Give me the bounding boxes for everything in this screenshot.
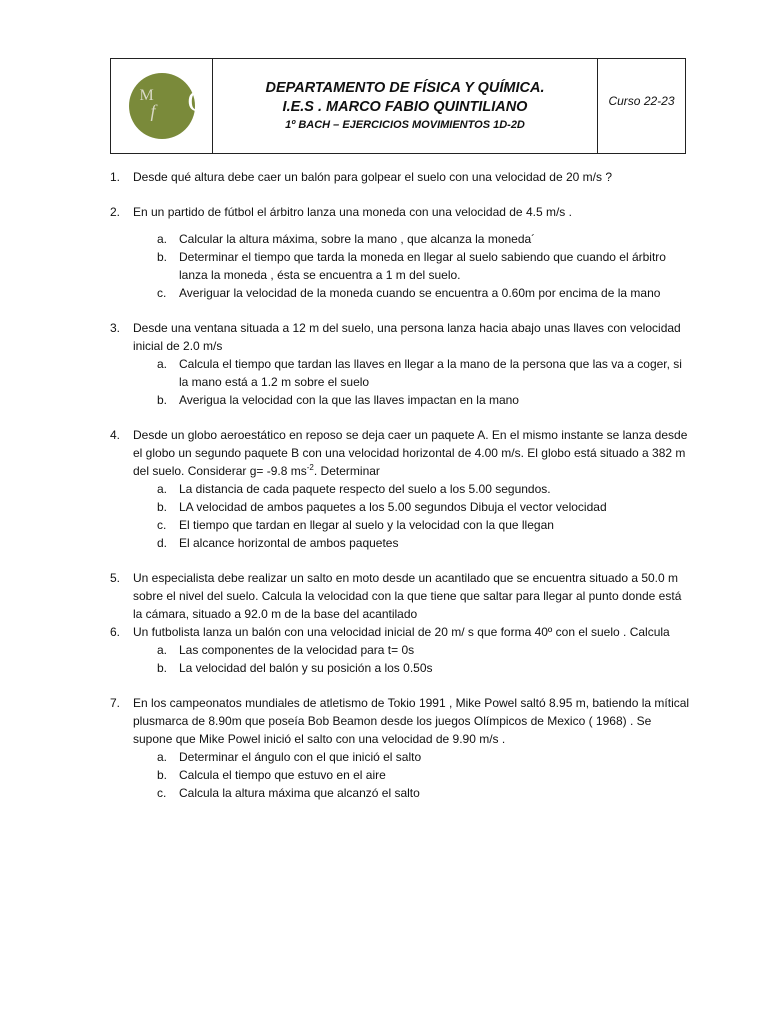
question-text: Desde qué altura debe caer un balón para golpear el suelo con una velocidad de 20 m/s ?	[133, 170, 612, 184]
logo-cell	[111, 59, 213, 153]
question-text: En un partido de fútbol el árbitro lanza una moneda con una velocidad de 4.5 m/s .	[133, 205, 572, 219]
department-title: DEPARTAMENTO DE FÍSICA Y QUÍMICA.	[265, 79, 545, 96]
sub-letter: a.	[157, 357, 168, 371]
sub-letter: b.	[157, 661, 168, 675]
sub-text: Calcula el tiempo que tardan las llaves en llegar a la mano de la persona que las va a coger, si la mano está a 1.2 m sobre el suelo	[179, 357, 682, 389]
sub-question	[110, 480, 690, 498]
sub-letter: b.	[157, 768, 168, 782]
question-7	[110, 694, 690, 748]
sub-text: Las componentes de la velocidad para t= 0s	[179, 643, 415, 657]
sub-letter: c.	[157, 518, 167, 532]
sub-question	[110, 248, 690, 284]
sub-letter: a.	[157, 750, 168, 764]
sub-question	[110, 641, 690, 659]
sub-question	[110, 391, 690, 409]
sub-letter: d.	[157, 536, 168, 550]
sub-question	[110, 748, 690, 766]
worksheet-title: 1º BACH – EJERCICIOS MOVIMIENTOS 1D-2D	[285, 118, 525, 131]
question-4-parts	[110, 480, 690, 552]
question-number: 6.	[110, 625, 121, 639]
question-text-end: . Determinar	[313, 464, 380, 478]
course-label: Curso 22-23	[608, 94, 675, 108]
question-3-parts	[110, 355, 690, 409]
question-text: En los campeonatos mundiales de atletismo de Tokio 1991 , Mike Powel saltó 8.95 m, batiendo la mítical plusmarca de 8.90m que poseía Bob Beamon desde los juegos Olímpicos de Mexico ( 1968) . Se supone que Mike Powel inició el salto con una velocidad de 9.90 m/s .	[133, 696, 690, 746]
question-6-parts	[110, 641, 690, 677]
sub-text: El alcance horizontal de ambos paquetes	[179, 536, 399, 550]
question-7-parts	[110, 748, 690, 802]
question-number: 4.	[110, 428, 121, 442]
exponent: -2	[306, 463, 314, 472]
question-6	[110, 623, 690, 641]
question-text: Un futbolista lanza un balón con una velocidad inicial de 20 m/ s que forma 40º con el suelo . Calcula	[133, 625, 670, 639]
sub-text: La distancia de cada paquete respecto del suelo a los 5.00 segundos.	[179, 482, 551, 496]
document-header	[110, 58, 686, 154]
question-text	[133, 426, 690, 480]
question-number: 1.	[110, 170, 121, 184]
school-logo-icon: M f Q	[129, 73, 195, 139]
sub-letter: b.	[157, 393, 168, 407]
sub-text: El tiempo que tardan en llegar al suelo y la velocidad con la que llegan	[179, 518, 554, 532]
question-number: 3.	[110, 321, 121, 335]
sub-question	[110, 766, 690, 784]
question-text: Desde una ventana situada a 12 m del suelo, una persona lanza hacia abajo unas llaves con velocidad inicial de 2.0 m/s	[133, 321, 681, 353]
question-2-parts	[110, 230, 690, 302]
sub-letter: a.	[157, 232, 168, 246]
sub-question	[110, 784, 690, 802]
sub-question	[110, 498, 690, 516]
question-number: 7.	[110, 696, 121, 710]
sub-letter: b.	[157, 250, 168, 264]
school-name: I.E.S . MARCO FABIO QUINTILIANO	[282, 98, 528, 115]
sub-text: Averiguar la velocidad de la moneda cuando se encuentra a 0.60m por encima de la mano	[179, 286, 661, 300]
sub-text: La velocidad del balón y su posición a los 0.50s	[179, 661, 433, 675]
question-number: 2.	[110, 205, 121, 219]
sub-letter: a.	[157, 643, 168, 657]
header-title-block	[213, 59, 598, 153]
question-text-main: Desde un globo aeroestático en reposo se deja caer un paquete A. En el mismo instante se lanza desde el globo un segundo paquete B con una velocidad horizontal de 4.00 m/s. El globo está situado a 382 m del suelo. Considerar g= -9.8 ms	[133, 428, 688, 478]
sub-letter: b.	[157, 500, 168, 514]
sub-question	[110, 516, 690, 534]
sub-text: LA velocidad de ambos paquetes a los 5.00 segundos Dibuja el vector velocidad	[179, 500, 607, 514]
question-2	[110, 203, 690, 221]
sub-text: Calcular la altura máxima, sobre la mano , que alcanza la moneda´	[179, 232, 536, 246]
question-3	[110, 319, 690, 355]
sub-text: Determinar el ángulo con el que inició el salto	[179, 750, 422, 764]
question-number: 5.	[110, 571, 121, 585]
question-1	[110, 168, 690, 186]
sub-text: Calcula la altura máxima que alcanzó el salto	[179, 786, 420, 800]
sub-letter: c.	[157, 786, 167, 800]
sub-question	[110, 284, 690, 302]
sub-question	[110, 230, 690, 248]
questions-list	[110, 168, 690, 802]
sub-question	[110, 659, 690, 677]
sub-text: Averigua la velocidad con la que las llaves impactan en la mano	[179, 393, 519, 407]
sub-text: Calcula el tiempo que estuvo en el aire	[179, 768, 386, 782]
sub-letter: c.	[157, 286, 167, 300]
question-5	[110, 569, 690, 623]
sub-question	[110, 534, 690, 552]
sub-question	[110, 355, 690, 391]
question-text: Un especialista debe realizar un salto en moto desde un acantilado que se encuentra situado a 50.0 m sobre el nivel del suelo. Calcula la velocidad con la que tiene que saltar para llegar al punto donde está la cámara, situado a 92.0 m de la base del acantilado	[133, 571, 682, 621]
sub-text: Determinar el tiempo que tarda la moneda en llegar al suelo sabiendo que cuando el árbitro lanza la moneda , ésta se encuentra a 1 m del suelo.	[179, 250, 666, 282]
sub-letter: a.	[157, 482, 168, 496]
question-4	[110, 426, 690, 480]
